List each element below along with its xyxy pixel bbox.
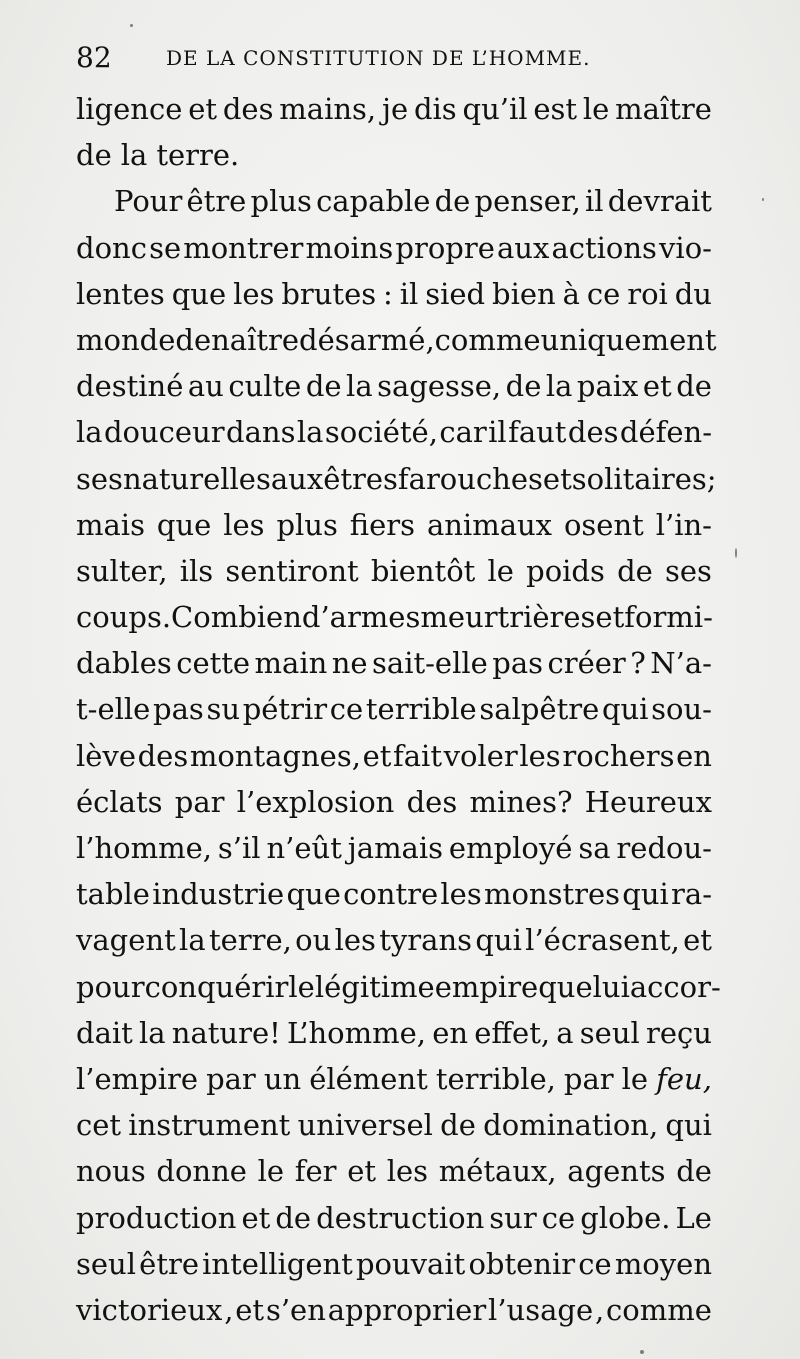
word: légitime: [314, 969, 435, 1004]
word: culte: [228, 369, 302, 404]
word: :: [383, 276, 393, 311]
text-line: [76, 594, 712, 640]
word: coups.: [76, 600, 172, 635]
word: poids: [526, 553, 605, 588]
word: par: [206, 1061, 256, 1096]
word: il: [399, 276, 419, 311]
word: douceur: [103, 415, 225, 450]
word: Heureux: [584, 784, 712, 819]
word: un: [263, 1061, 302, 1096]
text-line: [76, 502, 712, 548]
text-line: [76, 640, 712, 686]
word: et: [683, 923, 712, 958]
word: animaux: [426, 507, 553, 542]
word: sied: [425, 276, 486, 311]
word: et: [241, 1200, 271, 1235]
word: être: [186, 184, 247, 219]
word: empire: [434, 969, 539, 1004]
word: ils: [179, 553, 214, 588]
word: à: [562, 276, 580, 311]
word: ?: [630, 646, 646, 681]
word: que: [538, 969, 593, 1004]
text-line: [76, 271, 712, 317]
word: des: [137, 738, 189, 773]
word: le: [621, 1061, 649, 1096]
word: par: [563, 1061, 614, 1096]
text-line: [76, 733, 712, 779]
word: mines?: [469, 784, 573, 819]
word: voler: [443, 738, 518, 773]
word: les: [519, 738, 561, 773]
word: salpêtre: [479, 692, 600, 727]
word: élément: [309, 1061, 428, 1096]
word: de: [676, 369, 712, 404]
word: instrument: [128, 1108, 291, 1143]
word: accor-: [629, 969, 721, 1004]
word: dables: [76, 646, 172, 681]
word: je: [381, 92, 409, 126]
word: que: [156, 507, 212, 542]
text-line: [76, 1241, 712, 1287]
word: monde: [76, 322, 176, 357]
word: par: [174, 784, 225, 819]
word: ce: [541, 1200, 576, 1235]
word: cette: [176, 646, 251, 681]
word: ses: [664, 553, 712, 588]
word: pouvait: [355, 1246, 466, 1281]
word: production: [76, 1200, 237, 1235]
word: formi-: [624, 600, 713, 635]
word: d’armes: [301, 600, 421, 635]
word: et: [595, 600, 625, 635]
word: terre.: [156, 138, 240, 173]
word: et: [642, 369, 672, 404]
word: feu,: [656, 1061, 712, 1096]
text-line: [76, 132, 712, 178]
word: l’écrasent,: [525, 923, 680, 958]
word: le: [288, 969, 315, 1004]
word: paix: [576, 369, 639, 404]
word: rochers: [562, 738, 675, 773]
word: l’explosion: [236, 784, 395, 819]
text-line: [76, 1056, 712, 1102]
word: conquérir: [144, 969, 289, 1004]
word: les: [334, 923, 376, 958]
word: il: [488, 415, 507, 450]
word: fiers: [349, 507, 416, 542]
word: qui: [622, 877, 669, 912]
word: nature!: [171, 1015, 281, 1050]
word: de: [305, 369, 342, 404]
word: actions: [551, 230, 657, 265]
word: et: [362, 738, 392, 773]
word: globe.: [580, 1200, 671, 1235]
word: L’homme,: [286, 1015, 427, 1050]
word: vagent: [76, 923, 176, 958]
text-line: [76, 825, 712, 871]
word: de: [76, 138, 112, 173]
word: désarmé,: [299, 322, 435, 357]
word: de: [434, 184, 471, 219]
word: brutes: [281, 276, 377, 311]
word: ne: [331, 646, 368, 681]
word: roi: [627, 276, 668, 311]
word: et: [347, 1154, 377, 1189]
word: industrie: [152, 877, 285, 912]
word: ses: [76, 461, 123, 496]
word: le: [487, 553, 514, 588]
word: universel: [297, 1108, 433, 1143]
word: la: [346, 369, 373, 404]
word: que: [286, 877, 341, 912]
word: au: [187, 369, 224, 404]
word: le: [257, 1154, 285, 1189]
word: être: [139, 1246, 199, 1281]
word: contre: [343, 877, 439, 912]
word: N’a-: [650, 646, 712, 681]
word: mains,: [279, 92, 377, 126]
word: l’in-: [655, 507, 712, 542]
word: qui: [601, 692, 649, 727]
word: n’eût: [266, 831, 342, 865]
text-line: [76, 779, 712, 825]
word: ,: [224, 1292, 234, 1327]
word: le: [582, 92, 610, 126]
word: jamais: [347, 831, 444, 865]
text-line: [76, 363, 712, 409]
word: créer: [547, 646, 626, 681]
word: société,: [324, 415, 438, 450]
word: s’en: [265, 1292, 326, 1327]
word: pas: [492, 646, 544, 681]
word: ligence: [76, 92, 183, 126]
word: de: [275, 1200, 312, 1235]
word: lentes: [76, 276, 165, 311]
word: cet: [76, 1108, 122, 1143]
text-line: [76, 456, 717, 502]
word: seul: [579, 1015, 640, 1050]
word: aux: [270, 461, 324, 496]
text-line: [76, 178, 712, 224]
word: l’empire: [76, 1061, 199, 1096]
word: agents: [567, 1154, 666, 1189]
word: et: [188, 92, 218, 126]
word: ce: [578, 1246, 612, 1281]
word: plus: [276, 507, 338, 542]
text-line: [76, 1195, 712, 1241]
word: dans: [226, 415, 296, 450]
word: s’il: [217, 831, 261, 865]
word: Pour: [114, 184, 183, 219]
word: moins: [305, 230, 394, 265]
word: des: [406, 784, 458, 819]
word: que: [171, 276, 227, 311]
word: comme: [434, 322, 541, 357]
word: sur: [489, 1200, 537, 1235]
word: farouches: [397, 461, 543, 496]
word: sulter,: [76, 553, 168, 588]
word: bien: [492, 276, 556, 311]
word: l’usage: [488, 1292, 594, 1327]
word: les: [386, 1154, 429, 1189]
word: employé: [448, 831, 573, 865]
word: les: [440, 877, 482, 912]
word: lève: [76, 738, 136, 773]
word: redou-: [616, 831, 712, 865]
text-line: [76, 1102, 712, 1148]
word: donne: [156, 1154, 247, 1189]
word: car: [439, 415, 487, 450]
word: sentiront: [225, 553, 359, 588]
word: moyen: [614, 1246, 712, 1281]
word: terrible,: [435, 1061, 556, 1096]
word: défen-: [619, 415, 712, 450]
word: penser,: [474, 184, 581, 219]
word: naître: [211, 322, 300, 357]
word: su: [206, 692, 241, 727]
body-text: [76, 86, 721, 1333]
word: ;: [706, 461, 717, 496]
word: du: [674, 276, 712, 311]
word: la: [76, 415, 103, 450]
word: intelligent: [202, 1246, 353, 1281]
word: donc: [76, 230, 147, 265]
word: effet,: [474, 1015, 551, 1050]
word: en: [432, 1015, 469, 1050]
word: dis: [413, 92, 457, 126]
word: propre: [395, 230, 495, 265]
text-line: [76, 871, 712, 917]
word: sagesse,: [377, 369, 502, 404]
word: pour: [76, 969, 145, 1004]
word: qui: [475, 923, 522, 958]
page-number: 82: [76, 41, 112, 74]
word: dait: [76, 1015, 133, 1050]
text-line: [76, 317, 717, 363]
word: reçu: [645, 1015, 712, 1050]
word: fait: [393, 738, 442, 773]
scan-speck: [640, 1350, 644, 1354]
word: la: [139, 1015, 166, 1050]
word: monstres: [483, 877, 621, 912]
word: faut: [508, 415, 567, 450]
word: des: [222, 92, 274, 126]
scan-speck: [762, 198, 764, 201]
word: métaux,: [438, 1154, 557, 1189]
word: des: [567, 415, 619, 450]
word: et: [235, 1292, 265, 1327]
word: les: [223, 507, 265, 542]
word: de: [440, 1108, 476, 1143]
text-line: [76, 964, 721, 1010]
word: êtres: [323, 461, 398, 496]
word: terrible: [365, 692, 477, 727]
word: la: [545, 369, 573, 404]
page-header: [76, 38, 716, 78]
word: domination,: [483, 1108, 659, 1143]
word: est: [533, 92, 578, 126]
word: ra-: [671, 877, 712, 912]
word: tyrans: [379, 923, 473, 958]
word: comme: [606, 1292, 712, 1327]
word: les: [233, 276, 275, 311]
word: victorieux: [76, 1292, 223, 1327]
word: sou-: [651, 692, 712, 727]
word: la: [296, 415, 324, 450]
word: pas: [153, 692, 204, 727]
word: en: [676, 738, 712, 773]
word: vio-: [659, 230, 712, 265]
word: il: [585, 184, 604, 219]
word: meurtrières: [420, 600, 596, 635]
word: naturelles: [122, 461, 271, 496]
word: de: [676, 1154, 712, 1189]
word: la: [179, 923, 206, 958]
word: maître: [615, 92, 712, 126]
word: de: [505, 369, 542, 404]
scan-speck: [735, 548, 737, 558]
word: de: [175, 322, 212, 357]
word: terre,: [208, 923, 292, 958]
text-line: [76, 548, 712, 594]
text-line: [76, 1010, 712, 1056]
word: Le: [675, 1200, 712, 1235]
word: a: [556, 1015, 574, 1050]
text-line: [76, 1287, 712, 1333]
word: obtenir: [468, 1246, 576, 1281]
word: qu’il: [462, 92, 528, 126]
word: pétrir: [242, 692, 328, 727]
word: ou: [295, 923, 332, 958]
word: montagnes,: [189, 738, 361, 773]
word: main: [254, 646, 328, 681]
text-line: [76, 917, 712, 963]
word: devrait: [607, 184, 712, 219]
word: sait-elle: [372, 646, 488, 681]
word: l’homme,: [76, 831, 213, 865]
word: mais: [76, 507, 145, 542]
word: sa: [578, 831, 611, 865]
word: ,: [594, 1292, 605, 1327]
word: destiné: [76, 369, 184, 404]
word: plus: [250, 184, 312, 219]
word: osent: [563, 507, 644, 542]
word: bientôt: [370, 553, 476, 588]
word: nous: [76, 1154, 146, 1189]
running-title: DE LA CONSTITUTION DE L’HOMME.: [166, 46, 591, 70]
word: montrer: [183, 230, 304, 265]
word: et: [542, 461, 572, 496]
scan-speck: [130, 24, 133, 27]
word: seul: [76, 1246, 136, 1281]
word: lui: [592, 969, 630, 1004]
word: t-elle: [76, 692, 151, 727]
word: la: [120, 138, 148, 173]
word: Combien: [171, 600, 302, 635]
word: aux: [497, 230, 550, 265]
word: uniquement: [540, 322, 717, 357]
text-line: [76, 86, 712, 132]
text-line: [76, 225, 712, 271]
text-line: [76, 686, 712, 732]
word: fer: [294, 1154, 337, 1189]
word: se: [149, 230, 182, 265]
word: approprier: [327, 1292, 487, 1327]
word: qui: [665, 1108, 712, 1143]
word: ce: [586, 276, 621, 311]
word: ce: [329, 692, 364, 727]
word: solitaires: [571, 461, 707, 496]
text-line: [76, 409, 712, 455]
text-line: [76, 1148, 712, 1194]
word: table: [76, 877, 150, 912]
word: de: [617, 553, 653, 588]
word: éclats: [76, 784, 163, 819]
word: destruction: [316, 1200, 485, 1235]
word: capable: [316, 184, 431, 219]
